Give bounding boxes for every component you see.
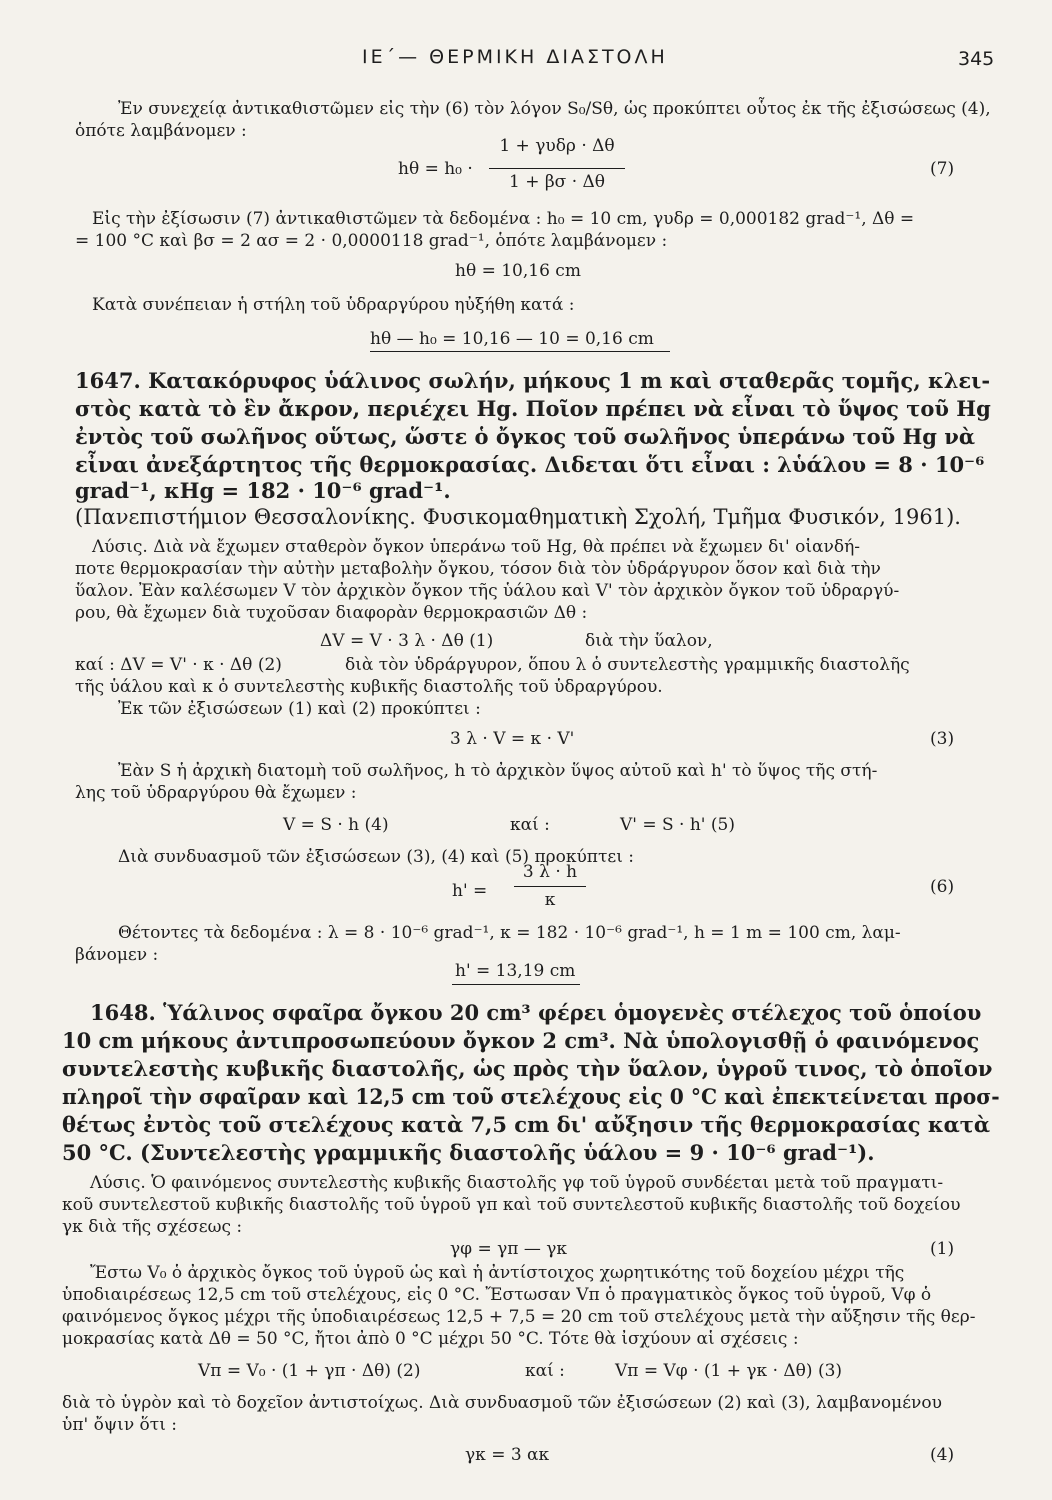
equation-4: V = S · h (4): [283, 815, 389, 835]
solution-line: μοκρασίας κατὰ Δθ = 50 °C, ἤτοι ἀπὸ 0 °C μέχρι 50 °C. Τότε θὰ ἰσχύουν αἱ σχέσεις :: [62, 1329, 799, 1349]
problem-1648-line: πληροῖ τὴν σφαῖραν καὶ 12,5 cm τοῦ στελέχους εἰς 0 °C καὶ ἐπεκτείνεται προσ-: [62, 1084, 1000, 1109]
paragraph-line: Ἐν συνεχείᾳ ἀντικαθιστῶμεν εἰς τὴν (6) τὸν λόγον S₀/Sθ, ὡς προκύπτει οὗτος ἐκ τῆς ἐξισώσεως (4),: [118, 99, 991, 119]
equation-7-numerator: 1 + γυδρ · Δθ: [499, 136, 615, 156]
page-number: 345: [958, 48, 995, 70]
equation-3-tag: (3): [930, 729, 955, 749]
solution-line: φαινόμενος ὄγκος μέχρι τῆς ὑποδιαιρέσεως 12,5 + 7,5 = 20 cm τοῦ στελέχους μετὰ τὴν αὔξησιν τῆς θερ-: [62, 1307, 976, 1327]
problem-1647-line: 1647. Κατακόρυφος ὑάλινος σωλήν, μήκους 1 m καὶ σταθερᾶς τομῆς, κλει-: [75, 368, 991, 393]
equation-4-5-connector: καί :: [510, 815, 550, 835]
equation-1-note: διὰ τὴν ὕαλον,: [585, 631, 713, 651]
solution-line: ποτε θερμοκρασίαν τὴν αὐτὴν μεταβολὴν ὄγκου, τόσον διὰ τὸν ὑδράργυρον ὅσον καὶ διὰ τὴν: [75, 559, 881, 579]
equation-4-tag: (4): [930, 1445, 955, 1465]
paragraph-line: = 100 °C καὶ βσ = 2 ασ = 2 · 0,0000118 grad⁻¹, ὁπότε λαμβάνομεν :: [75, 231, 668, 251]
equation-6-lhs: h' =: [452, 881, 488, 901]
problem-1648-line: 1648. Ὑάλινος σφαῖρα ὄγκου 20 cm³ φέρει ὁμογενὲς στέλεχος τοῦ ὁποίου: [90, 1000, 982, 1025]
equation-6-numerator: 3 λ · h: [522, 862, 578, 882]
solution-line: Ἔστω V₀ ὁ ἀρχικὸς ὄγκος τοῦ ὑγροῦ ὡς καὶ ἡ ἀντίστοιχος χωρητικότης τοῦ δοχείου μέχρι τῆς: [90, 1263, 905, 1283]
solution-line: τῆς ὑάλου καὶ κ ὁ συντελεστὴς κυβικῆς διαστολῆς τοῦ ὑδραργύρου.: [75, 677, 663, 697]
result-h-prime: h' = 13,19 cm: [455, 961, 576, 981]
equation-2: καί : ΔV = V' · κ · Δθ (2): [75, 655, 282, 675]
equation-3: Vπ = Vφ · (1 + γκ · Δθ) (3): [615, 1361, 843, 1381]
solution-line: Ἐὰν S ἡ ἀρχικὴ διατομὴ τοῦ σωλῆνος, h τὸ ἀρχικὸν ὕψος αὐτοῦ καὶ h' τὸ ὕψος τῆς στή-: [118, 761, 878, 781]
solution-line: ὑπ' ὄψιν ὅτι :: [62, 1415, 177, 1435]
problem-1647-source: (Πανεπιστήμιον Θεσσαλονίκης. Φυσικομαθηματικὴ Σχολή, Τμῆμα Φυσικόν, 1961).: [75, 505, 961, 529]
solution-line: ρου, θὰ ἔχωμεν διὰ τυχοῦσαν διαφορὰν θερμοκρασιῶν Δθ :: [75, 603, 588, 623]
solution-line: κοῦ συντελεστοῦ κυβικῆς διαστολῆς τοῦ ὑγροῦ γπ καὶ τοῦ συντελεστοῦ κυβικῆς διαστολῆς τοῦ δοχείου: [62, 1195, 961, 1215]
solution-line: ὑποδιαιρέσεως 12,5 cm τοῦ στελέχους, εἰς 0 °C. Ἔστωσαν Vπ ὁ πραγματικὸς ὄγκος τοῦ ὑγροῦ, Vφ ὁ: [62, 1285, 932, 1305]
problem-1648-line: θέτως ἐντὸς τοῦ στελέχους κατὰ 7,5 cm δι' αὔξησιν τῆς θερμοκρασίας κατὰ: [62, 1112, 991, 1137]
solution-line: διὰ τὸ ὑγρὸν καὶ τὸ δοχεῖον ἀντιστοίχως. Διὰ συνδυασμοῦ τῶν ἐξισώσεων (2) καὶ (3), λαμβανομένου: [62, 1393, 942, 1413]
solution-line: Θέτοντες τὰ δεδομένα : λ = 8 · 10⁻⁶ grad⁻¹, κ = 182 · 10⁻⁶ grad⁻¹, h = 1 m = 100 cm, λαμ-: [118, 923, 901, 943]
equation-7-lhs: hθ = h₀ ·: [398, 159, 473, 179]
equation-2-note: διὰ τὸν ὑδράργυρον, ὅπου λ ὁ συντελεστὴς γραμμικῆς διαστολῆς: [345, 655, 910, 675]
equation-1-tag: (1): [930, 1239, 955, 1259]
equation-1: γφ = γπ — γκ: [450, 1239, 568, 1259]
solution-line: Διὰ συνδυασμοῦ τῶν ἐξισώσεων (3), (4) καὶ (5) προκύπτει :: [118, 847, 634, 867]
problem-1648-line: 10 cm μήκους ἀντιπροσωπεύουν ὄγκον 2 cm³. Νὰ ὑπολογισθῇ ὁ φαινόμενος: [62, 1028, 980, 1053]
problem-1647-line: εἶναι ἀνεξάρτητος τῆς θερμοκρασίας. Διδεται ὅτι εἶναι : λὑάλου = 8 · 10⁻⁶: [75, 452, 985, 477]
fraction-bar: [514, 886, 586, 887]
equation-2: Vπ = V₀ · (1 + γπ · Δθ) (2): [198, 1361, 421, 1381]
equation-1: ΔV = V · 3 λ · Δθ (1): [320, 631, 494, 651]
equation-3: 3 λ · V = κ · V': [450, 729, 575, 749]
equation-7-tag: (7): [930, 159, 955, 179]
result-h-theta: hθ = 10,16 cm: [455, 261, 581, 281]
solution-line: γκ διὰ τῆς σχέσεως :: [62, 1217, 243, 1237]
fraction-bar: [489, 168, 625, 169]
paragraph-line: ὁπότε λαμβάνομεν :: [75, 121, 247, 141]
paragraph-line: Εἰς τὴν ἐξίσωσιν (7) ἀντικαθιστῶμεν τὰ δεδομένα : h₀ = 10 cm, γυδρ = 0,000182 grad⁻¹, Δθ =: [92, 209, 915, 229]
solution-line: βάνομεν :: [75, 945, 159, 965]
problem-1648-line: 50 °C. (Συντελεστὴς γραμμικῆς διαστολῆς ὑάλου = 9 · 10⁻⁶ grad⁻¹).: [62, 1140, 875, 1165]
equation-6-denominator: κ: [544, 890, 556, 910]
solution-line: Λύσις. Διὰ νὰ ἔχωμεν σταθερὸν ὄγκον ὑπεράνω τοῦ Hg, θὰ πρέπει νὰ ἔχωμεν δι' οἱανδή-: [92, 537, 861, 557]
solution-line: ὕαλον. Ἐὰν καλέσωμεν V τὸν ἀρχικὸν ὄγκον τῆς ὑάλου καὶ V' τὸν ἀρχικὸν ὄγκον τοῦ ὑδραργύ-: [75, 581, 900, 601]
problem-1647-line: ἐντὸς τοῦ σωλῆνος οὕτως, ὥστε ὁ ὄγκος τοῦ σωλῆνος ὑπεράνω τοῦ Hg νὰ: [75, 424, 976, 449]
solution-line: Ἐκ τῶν ἐξισώσεων (1) καὶ (2) προκύπτει :: [118, 699, 481, 719]
problem-1648-line: συντελεστὴς κυβικῆς διαστολῆς, ὡς πρὸς τὴν ὕαλον, ὑγροῦ τινος, τὸ ὁποῖον: [62, 1056, 993, 1081]
equation-5: V' = S · h' (5): [620, 815, 735, 835]
solution-line: Λύσις. Ὁ φαινόμενος συντελεστὴς κυβικῆς διαστολῆς γφ τοῦ ὑγροῦ συνδέεται μετὰ τοῦ πραγματι-: [90, 1173, 944, 1193]
equation-4: γκ = 3 ακ: [465, 1445, 550, 1465]
result-height-increase: hθ — h₀ = 10,16 — 10 = 0,16 cm: [370, 329, 654, 349]
paragraph-line: Κατὰ συνέπειαν ἡ στήλη τοῦ ὑδραργύρου ηὐξήθη κατά :: [92, 295, 575, 315]
equation-6-tag: (6): [930, 877, 955, 897]
equation-2-3-connector: καί :: [525, 1361, 565, 1381]
solution-line: λης τοῦ ὑδραργύρου θὰ ἔχωμεν :: [75, 783, 357, 803]
result-underline: [452, 984, 580, 985]
equation-7-denominator: 1 + βσ · Δθ: [508, 172, 606, 192]
problem-1647-line: στὸς κατὰ τὸ ἓν ἄκρον, περιέχει Hg. Ποῖον πρέπει νὰ εἶναι τὸ ὕψος τοῦ Hg: [75, 396, 991, 421]
result-underline: [370, 351, 670, 352]
running-header-title: ΙΕ΄— ΘΕΡΜΙΚΗ ΔΙΑΣΤΟΛΗ: [362, 46, 668, 68]
problem-1647-line: grad⁻¹, κHg = 182 · 10⁻⁶ grad⁻¹.: [75, 478, 451, 503]
